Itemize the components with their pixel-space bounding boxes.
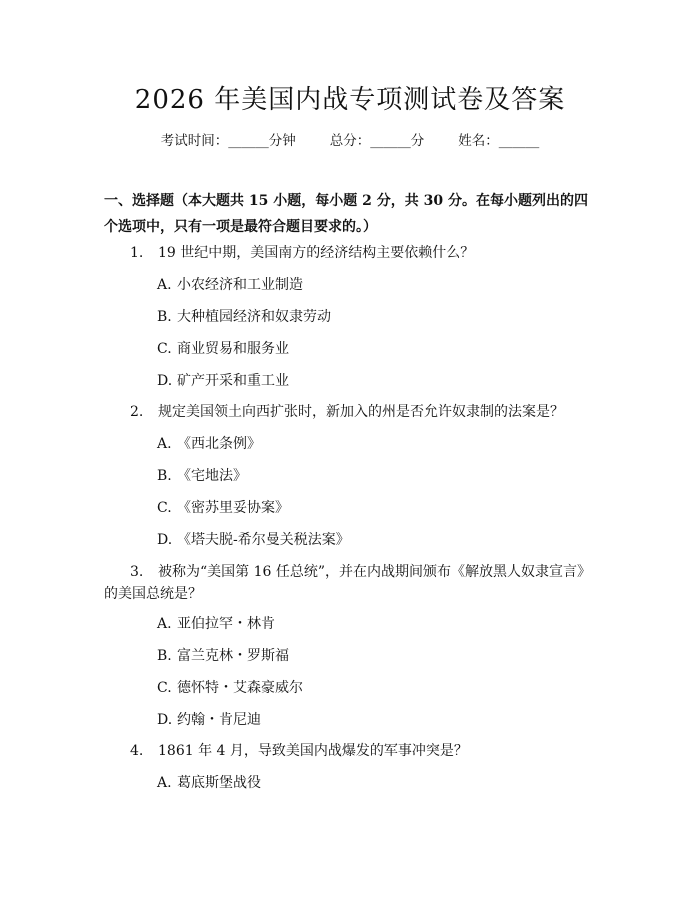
question-text: 被称为“美国第 16 任总统”，并在内战期间颁布《解放黑人奴隶宣言》 <box>158 564 592 580</box>
option-label: D. <box>157 373 173 389</box>
option-label: B. <box>157 648 172 664</box>
total-score-field: 总分：______分 <box>329 133 425 149</box>
question-1 <box>130 243 474 263</box>
option-text: 《塔夫脱-希尔曼关税法案》 <box>177 532 350 548</box>
option-text: 《密苏里妥协案》 <box>177 500 289 516</box>
option-label: C. <box>157 341 172 357</box>
option-text: 大种植园经济和奴隶劳动 <box>177 309 331 325</box>
option-3c <box>157 678 303 698</box>
question-4 <box>130 741 468 761</box>
option-3b <box>157 646 289 666</box>
question-number: 1. <box>130 245 144 261</box>
option-3a <box>157 614 275 634</box>
option-2a <box>157 434 261 454</box>
option-label: B. <box>157 468 172 484</box>
option-1b <box>157 307 331 327</box>
option-1a <box>157 275 303 295</box>
question-number: 2. <box>130 404 144 420</box>
option-1c <box>157 339 289 359</box>
option-label: C. <box>157 680 172 696</box>
question-number: 3. <box>130 564 144 580</box>
option-label: A. <box>157 436 172 452</box>
option-label: D. <box>157 532 173 548</box>
option-2c <box>157 498 289 518</box>
option-text: 亚伯拉罕・林肯 <box>177 616 275 632</box>
question-3 <box>130 562 591 582</box>
exam-meta <box>0 131 700 151</box>
page-title: 2026 年美国内战专项测试卷及答案 <box>134 85 566 115</box>
option-label: A. <box>157 277 172 293</box>
section-heading: 一、选择题（本大题共 15 小题，每小题 2 分，共 30 分。在每小题列出的四个选项中，只有一项是最符合题目要求的。） <box>104 193 588 235</box>
question-2 <box>130 402 564 422</box>
option-label: D. <box>157 712 173 728</box>
option-label: C. <box>157 500 172 516</box>
option-label: B. <box>157 309 172 325</box>
option-2b <box>157 466 247 486</box>
option-1d <box>157 371 289 391</box>
question-text: 1861 年 4 月，导致美国内战爆发的军事冲突是？ <box>158 743 468 759</box>
option-text: 葛底斯堡战役 <box>177 775 261 791</box>
name-field: 姓名：______ <box>458 133 540 149</box>
question-text: 19 世纪中期，美国南方的经济结构主要依赖什么？ <box>158 245 475 261</box>
option-text: 商业贸易和服务业 <box>177 341 289 357</box>
option-3d <box>157 710 261 730</box>
option-text: 约翰・肯尼迪 <box>177 712 261 728</box>
option-text: 德怀特・艾森豪威尔 <box>177 680 303 696</box>
option-label: A. <box>157 775 172 791</box>
option-text: 富兰克林・罗斯福 <box>177 648 289 664</box>
exam-time-field: 考试时间：______分钟 <box>160 133 296 149</box>
option-text: 《西北条例》 <box>177 436 261 452</box>
option-label: A. <box>157 616 172 632</box>
option-text: 小农经济和工业制造 <box>177 277 303 293</box>
option-4a <box>157 773 261 793</box>
question-text: 规定美国领土向西扩张时，新加入的州是否允许奴隶制的法案是？ <box>158 404 564 420</box>
question-number: 4. <box>130 743 144 759</box>
option-text: 《宅地法》 <box>177 468 247 484</box>
question-3-continued: 的美国总统是？ <box>104 586 202 602</box>
option-2d <box>157 530 350 550</box>
option-text: 矿产开采和重工业 <box>177 373 289 389</box>
